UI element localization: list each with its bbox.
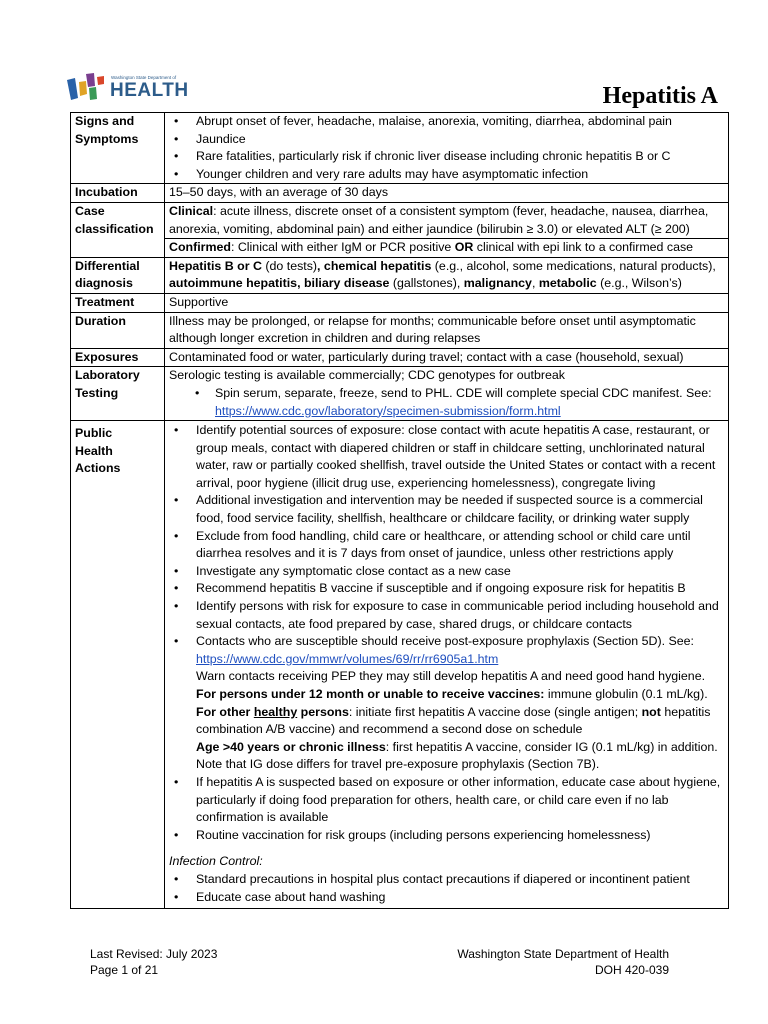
pep-healthy-label: For other <box>196 704 254 719</box>
list-item: • If hepatitis A is suspected based on exposure or other information, educate case about hygiene, particularly if doing food preparation for others, health care, or child care even if no lab confirmation is available <box>196 774 724 827</box>
health-logo-mark-icon <box>66 72 108 102</box>
pep-healthy-label: healthy <box>253 704 298 719</box>
pep-text: Contacts who are susceptible should receive post-exposure prophylaxis (Section 5D). See: <box>196 634 694 649</box>
table-row <box>71 293 729 312</box>
row-label: Incubation <box>71 184 165 203</box>
diff-text: (e.g., Wilson’s) <box>596 276 682 291</box>
row-label: Case classification <box>71 202 165 257</box>
table-row <box>71 312 729 348</box>
list-item: • Investigate any symptomatic close contact as a new case <box>196 563 724 581</box>
diff-text: (gallstones), <box>389 276 464 291</box>
confirmed-text: : Clinical with either IgM or PCR positive <box>230 240 455 255</box>
health-logo <box>66 72 196 104</box>
pep-healthy-not: not <box>641 704 661 719</box>
table-row <box>71 257 729 293</box>
list-item <box>215 385 724 420</box>
document-number: DOH 420-039 <box>594 963 669 977</box>
pep-healthy-text: : initiate first hepatitis A vaccine dose (single antigen; <box>348 704 642 719</box>
bullet-list <box>169 422 724 844</box>
clinical-label: Clinical <box>169 203 214 218</box>
row-label: Laboratory Testing <box>71 367 165 421</box>
list-item: • Identify persons with risk for exposure to case in communicable period including household and sexual contacts, ate food prepared by case, shared drugs, or childcare contacts <box>196 598 724 633</box>
footer-left <box>90 946 217 978</box>
bullet-list <box>169 871 724 906</box>
logo-big-text: HEALTH <box>110 80 189 101</box>
row-content: Contaminated food or water, particularly during travel; contact with a case (household, sexual) <box>165 348 729 367</box>
clinical-definition <box>169 203 724 238</box>
department-name: Washington State Department of Health <box>457 947 669 961</box>
confirmed-label: Confirmed <box>169 240 231 255</box>
row-content <box>165 113 729 184</box>
diff-text: (e.g., alcohol, some medications, natural products), <box>431 258 716 273</box>
row-content <box>165 367 729 421</box>
pep-healthy-label: persons <box>297 704 349 719</box>
row-content: Illness may be prolonged, or relapse for months; communicable before onset until asymptomatic although longer excretion in children and during relapses <box>165 312 729 348</box>
clinical-text: : acute illness, discrete onset of a consistent symptom (fever, headache, nausea, diarrhea, anorexia, vomiting, abdominal pain) and either jaundice (bilirubin ≥ 3.0) or elevated ALT (≥ 200) <box>169 203 709 236</box>
list-item: • Identify potential sources of exposure: close contact with acute hepatitis A case, restaurant, or group meals, contact with diapered children or staff in childcare setting, unchlorinated natural water, raw or partially cooked shellfish, travel outside the United States or contact with a recent arrival, poor hygiene (illicit drug use, experiencing homelessness), congregate living <box>196 422 724 492</box>
row-label: Treatment <box>71 293 165 312</box>
logo-small-text: Washington State Department of <box>111 75 177 80</box>
infection-control-heading: Infection Control: <box>169 854 263 869</box>
specimen-form-link[interactable]: https://www.cdc.gov/laboratory/specimen-submission/form.html <box>215 403 561 418</box>
fact-table <box>70 112 729 909</box>
row-label: Differential diagnosis <box>71 257 165 293</box>
table-row <box>71 184 729 203</box>
page-title: Hepatitis A <box>602 83 718 109</box>
diff-text: Hepatitis B or C <box>169 258 262 273</box>
footer-right <box>457 946 669 978</box>
list-item: • Abrupt onset of fever, headache, malaise, anorexia, vomiting, diarrhea, abdominal pain <box>196 113 724 131</box>
row-label: Exposures <box>71 348 165 367</box>
pep-age-label: Age >40 years or chronic illness <box>196 739 386 754</box>
row-content: 15–50 days, with an average of 30 days <box>165 184 729 203</box>
row-label: Duration <box>71 312 165 348</box>
pep-age-text: : first hepatitis A vaccine, consider IG (0.1 mL/kg) in addition. Note that IG dose differs for travel pre-exposure prophylaxis (Section 7B). <box>196 739 718 772</box>
table-row <box>71 113 729 184</box>
list-item: • Jaundice <box>196 131 724 149</box>
row-label <box>71 421 165 909</box>
diff-text: autoimmune hepatitis <box>169 276 298 291</box>
pep-under-label: For persons under 12 month or unable to receive vaccines: <box>196 687 545 701</box>
list-item: • Exclude from food handling, child care or healthcare, or attending school or child care until diarrhea resolves and it is 7 days from onset of jaundice, unless other restrictions apply <box>196 528 724 563</box>
row-label: Signs and Symptoms <box>71 113 165 184</box>
diff-text: , <box>297 276 304 291</box>
list-item: • Rare fatalities, particularly risk if chronic liver disease including chronic hepatitis B or C <box>196 148 724 166</box>
bullet-list <box>169 113 724 183</box>
confirmed-or: OR <box>454 240 474 255</box>
table-row <box>71 348 729 367</box>
pep-warning: Warn contacts receiving PEP they may still develop hepatitis A and need good hand hygiene. <box>196 669 706 684</box>
row-content: Supportive <box>165 293 729 312</box>
row-label-text: Public Health Actions <box>75 426 121 476</box>
table-row <box>71 367 729 421</box>
list-item: • Recommend hepatitis B vaccine if susceptible and if ongoing exposure risk for hepatitis B <box>196 580 724 598</box>
diff-text: malignancy <box>463 276 532 291</box>
pep-age <box>196 739 724 774</box>
lab-text: Serologic testing is available commercially; CDC genotypes for outbreak <box>169 368 565 383</box>
bullet-list <box>169 385 724 420</box>
list-item: • Younger children and very rare adults may have asymptomatic infection <box>196 166 724 184</box>
list-item: • Educate case about hand washing <box>196 889 724 907</box>
pep-healthy <box>196 704 724 739</box>
confirmed-definition <box>165 238 728 257</box>
row-content <box>165 421 729 909</box>
table-row <box>71 421 729 909</box>
diff-text: metabolic <box>538 276 597 291</box>
diff-text: , <box>531 276 539 291</box>
mmwr-link[interactable]: https://www.cdc.gov/mmwr/volumes/69/rr/rr6905a1.htm <box>196 651 499 666</box>
diff-text: (do tests) <box>261 258 318 273</box>
list-item: • Routine vaccination for risk groups (including persons experiencing homelessness) <box>196 827 724 845</box>
lab-item-text: Spin serum, separate, freeze, send to PHL. CDE will complete special CDC manifest. See: <box>215 385 712 400</box>
diff-text: biliary disease <box>303 276 390 291</box>
last-revised: Last Revised: July 2023 <box>90 947 218 961</box>
row-content <box>165 257 729 293</box>
table-row <box>71 202 729 257</box>
pep-under-text: immune globulin (0.1 mL/kg). <box>544 687 708 701</box>
diff-text: , chemical hepatitis <box>317 258 432 273</box>
pep-healthy-text: hepatitis combination A/B vaccine) and recommend a second dose on schedule <box>196 704 711 737</box>
page-number: Page 1 of 21 <box>90 963 159 977</box>
confirmed-text: clinical with epi link to a confirmed case <box>473 240 694 255</box>
list-item: • Additional investigation and intervention may be needed if suspected source is a commercial food, food service facility, shellfish, healthcare or childcare facility, or drinking water supply <box>196 492 724 527</box>
list-item <box>196 633 724 774</box>
pep-under-12 <box>196 686 724 704</box>
row-content <box>165 202 729 257</box>
list-item: • Standard precautions in hospital plus contact precautions if diapered or incontinent patient <box>196 871 724 889</box>
